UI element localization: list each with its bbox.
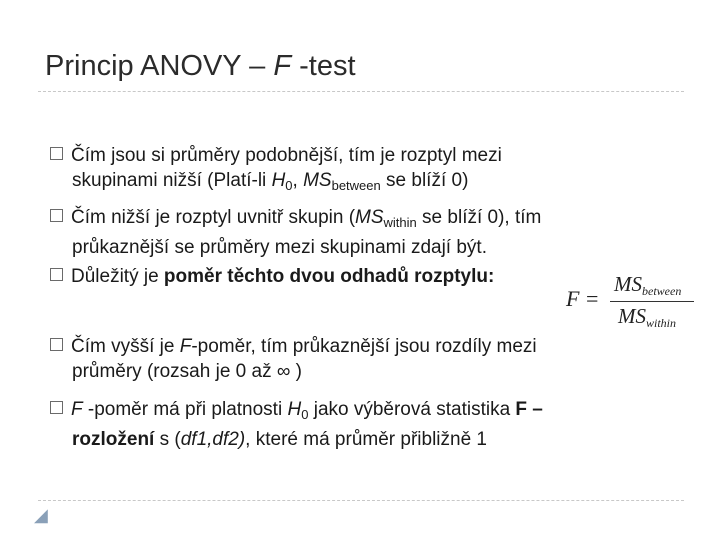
bullet-4-line2: průměry (rozsah je 0 až ∞ ) <box>72 361 303 382</box>
title-divider <box>38 91 684 92</box>
bullet-box-icon <box>50 147 63 160</box>
bullet-2 <box>50 205 690 260</box>
b1-text-c: se blíží 0) <box>380 170 469 191</box>
b5-italic: df1,df2) <box>180 429 246 450</box>
b5-f: F <box>71 399 83 420</box>
b4-text-b: -poměr, tím průkaznější jsou rozdíly mezi <box>191 336 537 357</box>
num-ms: MS <box>614 272 642 296</box>
b4-f: F <box>179 336 192 357</box>
fraction-bar <box>610 301 694 302</box>
b1-h: H <box>271 170 286 191</box>
b5-text-b: jako výběrová statistika <box>308 399 516 420</box>
b5-h: H <box>287 399 302 420</box>
b1-text-a: skupinami nižší (Platí-li <box>72 170 272 191</box>
b4-text-a: Čím vyšší je <box>71 336 180 357</box>
bullet-5 <box>50 397 690 452</box>
bullet-1 <box>50 143 690 198</box>
bullet-5-line2 <box>50 427 690 452</box>
b3-text-a: Důležitý je <box>71 266 164 287</box>
bullet-1-line2 <box>50 168 690 198</box>
formula-lhs: F <box>566 286 580 311</box>
f-ratio-formula <box>566 270 696 332</box>
b5-bold: rozložení <box>72 429 155 450</box>
bullet-2-line2: průkaznější se průměry mezi skupinami zdají být. <box>72 237 487 258</box>
formula-denominator <box>618 304 676 331</box>
title-suffix: -test <box>291 50 356 82</box>
title-prefix: Princip ANOVY – <box>45 50 274 82</box>
b3-bold: poměr těchto dvou odhadů rozptylu: <box>163 266 495 287</box>
title-italic: F <box>273 50 292 82</box>
footer-divider <box>38 500 684 501</box>
b2-ms-sub: within <box>383 215 417 230</box>
slide-title <box>45 50 356 83</box>
den-ms: MS <box>618 304 646 328</box>
bullet-box-icon <box>50 338 63 351</box>
slide-corner-arrow-icon: ◢ <box>34 505 48 525</box>
b1-h-sub: 0 <box>285 178 293 193</box>
b1-ms-sub: between <box>331 178 381 193</box>
bullet-box-icon <box>50 268 63 281</box>
b5-h-sub: 0 <box>301 407 309 422</box>
b2-text-a: Čím nižší je rozptyl uvnitř skupin ( <box>71 207 356 228</box>
bullet-1-line1: Čím jsou si průměry podobnější, tím je rozptyl mezi <box>71 145 502 166</box>
den-sub: within <box>646 316 677 330</box>
b1-text-b: , <box>292 170 304 191</box>
b5-text-c: s ( <box>154 429 181 450</box>
formula-numerator <box>614 272 681 299</box>
b1-ms: MS <box>303 170 332 191</box>
b5-bold-f: F – <box>515 399 543 420</box>
b2-ms: MS <box>355 207 384 228</box>
b5-text-d: , které má průměr přibližně 1 <box>245 429 487 450</box>
b2-text-b: se blíží 0), tím <box>416 207 542 228</box>
formula-eq: = <box>586 286 599 311</box>
b5-text-a: -poměr má při platnosti <box>82 399 288 420</box>
bullet-box-icon <box>50 209 63 222</box>
num-sub: between <box>642 284 682 298</box>
bullet-4 <box>50 334 690 384</box>
bullet-box-icon <box>50 401 63 414</box>
